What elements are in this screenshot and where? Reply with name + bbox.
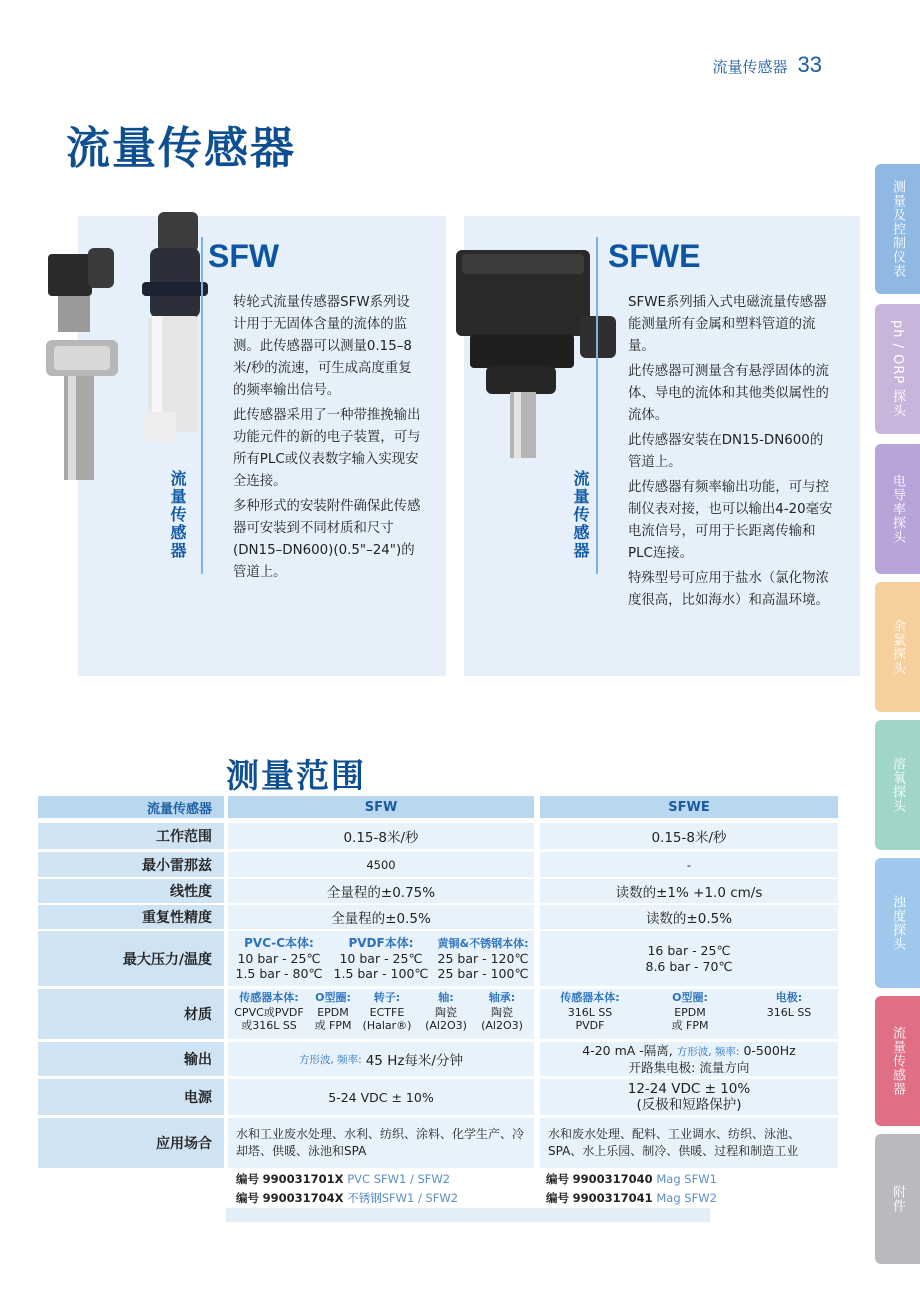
code-prefix: 编号 — [236, 1191, 259, 1205]
code-material: Mag — [656, 1191, 681, 1205]
pressure-l1: 10 bar - 25℃ — [339, 951, 423, 966]
order-code-row — [546, 1170, 717, 1189]
tab-turbidity[interactable]: 浊度探头 — [875, 858, 920, 988]
table-row — [38, 823, 838, 849]
apps-sfw: 水和工业废水处理、水利、纺织、涂料、化学生产、冷却塔、供暖、泳池和SPA — [236, 1127, 525, 1158]
page-header — [713, 52, 823, 78]
header-sfw: SFW — [228, 796, 534, 818]
tab-oxygen[interactable]: 溶氧探头 — [875, 720, 920, 850]
table-row — [38, 1079, 838, 1115]
cell-sfw: 全量程的±0.75% — [228, 879, 534, 903]
sfw-para-3: 多种形式的安装附件确保此传感器可安装到不同材质和尺寸(DN15–DN600)(0.5"–24")的管道上。 — [233, 499, 421, 580]
page-number: 33 — [797, 52, 822, 77]
tab-conductivity[interactable]: 电导率探头 — [875, 444, 920, 574]
cell-sfwe: - — [540, 852, 838, 877]
code-material: 不锈钢 — [347, 1191, 382, 1205]
cell-sfwe — [540, 989, 838, 1039]
sfwe-para-2: 此传感器可测量含有悬浮固体的流体、导电的流体和其他类似属性的流体。 — [628, 364, 829, 423]
cell-sfwe — [540, 1118, 838, 1168]
row-label: 电源 — [38, 1079, 224, 1115]
cell-sfwe — [540, 1042, 838, 1076]
cell-sfw: 0.15-8米/秒 — [228, 823, 534, 849]
cell-sfw: 5-24 VDC ± 10% — [228, 1079, 534, 1115]
cell-sfw — [228, 1118, 534, 1168]
material-l1: 316L SS — [567, 1006, 613, 1019]
pressure-col — [432, 931, 534, 986]
material-head: 传感器本体: — [239, 991, 299, 1004]
pressure-l2: 1.5 bar - 80℃ — [235, 966, 323, 981]
row-label: 应用场合 — [38, 1118, 224, 1168]
sfw-para-2: 此传感器采用了一种带推挽输出功能元件的新的电子装置，可与所有PLC或仪表数字输入实现安全连接。 — [233, 408, 421, 489]
pressure-col — [330, 931, 432, 986]
pressure-l1: 10 bar - 25℃ — [237, 951, 321, 966]
material-col — [310, 989, 356, 1039]
cell-sfw: 全量程的±0.5% — [228, 905, 534, 929]
material-col — [228, 989, 310, 1039]
material-l2: 或316L SS — [241, 1019, 297, 1032]
code-prefix: 编号 — [546, 1172, 569, 1186]
material-l1: EPDM — [317, 1006, 349, 1019]
sfwe-description — [628, 292, 836, 615]
sfwe-divider — [596, 237, 598, 574]
table-row — [38, 1042, 838, 1076]
header-sfwe: SFWE — [540, 796, 838, 818]
code-number: 9900317041 — [572, 1191, 653, 1205]
power-sfwe-l2: (反极和短路保护) — [636, 1097, 742, 1113]
table-header-row — [38, 796, 838, 818]
tab-accessories[interactable]: 附件 — [875, 1134, 920, 1264]
material-l1: CPVC或PVDF — [234, 1006, 304, 1019]
material-col — [640, 989, 740, 1039]
material-l2: (Halar®) — [362, 1019, 412, 1032]
material-head: 轴承: — [488, 991, 516, 1004]
pressure-head: 黄铜&不锈钢本体: — [437, 937, 529, 950]
sfwe-title: SFWE — [608, 238, 701, 274]
sfwe-side-label: 流量传感器 — [571, 470, 590, 560]
output-sfwe-b: 方形波, 频率: — [676, 1046, 740, 1058]
material-l1: 陶瓷 — [435, 1006, 457, 1019]
material-l1: EPDM — [674, 1006, 706, 1019]
apps-sfwe: 水和废水处理、配料、工业调水、纺织、泳池、SPA、水上乐园、制冷、供暖、过程和制造工业 — [548, 1127, 801, 1158]
output-sfw-prefix: 方形波, 频率: — [299, 1053, 362, 1066]
table-row — [38, 931, 838, 986]
cell-sfwe — [540, 1079, 838, 1115]
material-head: 电极: — [775, 991, 803, 1004]
material-l2: PVDF — [575, 1019, 605, 1032]
output-sfwe-c: 0-500Hz — [743, 1043, 796, 1058]
material-l2: (Al2O3) — [425, 1019, 467, 1032]
header-section: 流量传感器 — [712, 58, 788, 76]
sfw-para-1: 转轮式流量传感器SFW系列设计用于无固体含量的流体的监测。此传感器可以测量0.15–8米/秒的流速，可生成高度重复的频率输出信号。 — [233, 295, 412, 398]
material-l2: (Al2O3) — [481, 1019, 523, 1032]
cell-sfw — [228, 931, 534, 986]
cell-sfw: 4500 — [228, 852, 534, 877]
sfwe-product-image — [450, 244, 620, 464]
row-label: 线性度 — [38, 879, 224, 903]
sfw-side-label: 流量传感器 — [168, 470, 187, 560]
material-l1: 陶瓷 — [491, 1006, 513, 1019]
sfwe-para-4: 此传感器有频率输出功能，可与控制仪表对接，也可以输出4-20毫安电流信号，可用于长距离传输和PLC连接。 — [628, 480, 833, 561]
material-head: O型圈: — [315, 991, 351, 1004]
code-prefix: 编号 — [236, 1172, 259, 1186]
table-row — [38, 1118, 838, 1168]
code-models: SFW1 — [684, 1172, 717, 1186]
material-col — [740, 989, 838, 1039]
table-row — [38, 879, 838, 903]
row-label: 最小雷那兹 — [38, 852, 224, 877]
code-number: 990031704X — [262, 1191, 344, 1205]
power-sfwe-l1: 12-24 VDC ± 10% — [627, 1081, 751, 1097]
material-col — [356, 989, 418, 1039]
pressure-l1: 25 bar - 120℃ — [437, 951, 529, 966]
order-code-row — [236, 1170, 458, 1189]
code-material: PVC — [347, 1172, 371, 1186]
section-title: 测量范围 — [226, 756, 366, 795]
tab-meters[interactable]: 测量及控制仪表 — [875, 164, 920, 294]
row-label: 工作范围 — [38, 823, 224, 849]
code-prefix: 编号 — [546, 1191, 569, 1205]
page-title: 流量传感器 — [66, 123, 296, 174]
pressure-head: PVDF本体: — [348, 936, 414, 950]
cell-sfw — [228, 1042, 534, 1076]
pressure-sfwe-l1: 16 bar - 25℃ — [647, 942, 731, 958]
material-head: 轴: — [438, 991, 454, 1004]
pressure-col — [228, 931, 330, 986]
tab-flow-sensor[interactable]: 流量传感器 — [875, 996, 920, 1126]
sfw-title: SFW — [208, 238, 280, 274]
sfw-divider — [201, 237, 203, 574]
material-l2: 316L SS — [766, 1006, 812, 1019]
code-models: SFW1 / SFW2 — [373, 1172, 451, 1186]
sfwe-para-5: 特殊型号可应用于盐水（氯化物浓度很高，比如海水）和高温环境。 — [628, 571, 829, 608]
sfwe-order-codes — [546, 1170, 717, 1208]
cell-sfwe: 0.15-8米/秒 — [540, 823, 838, 849]
material-l2: 或 FPM — [671, 1019, 709, 1032]
order-code-row — [546, 1189, 717, 1208]
row-label: 材质 — [38, 989, 224, 1039]
cell-sfwe — [540, 931, 838, 986]
code-models: SFW1 / SFW2 — [381, 1191, 459, 1205]
sfwe-para-3: 此传感器安装在DN15-DN600的管道上。 — [628, 433, 824, 470]
material-col — [418, 989, 474, 1039]
cell-sfwe: 读数的±0.5% — [540, 905, 838, 929]
material-col — [474, 989, 530, 1039]
row-label: 重复性精度 — [38, 905, 224, 929]
bottom-strip — [226, 1208, 710, 1222]
pressure-sfwe-l2: 8.6 bar - 70℃ — [645, 958, 733, 974]
code-number: 9900317040 — [572, 1172, 653, 1186]
code-models: SFW2 — [684, 1191, 717, 1205]
order-code-row — [236, 1189, 458, 1208]
header-label: 流量传感器 — [38, 796, 224, 818]
pressure-l2: 1.5 bar - 100℃ — [333, 966, 429, 981]
material-l2: 或 FPM — [314, 1019, 352, 1032]
material-head: 传感器本体: — [560, 991, 620, 1004]
row-label: 输出 — [38, 1042, 224, 1076]
material-head: 转子: — [373, 991, 401, 1004]
cell-sfw — [228, 989, 534, 1039]
row-label: 最大压力/温度 — [38, 931, 224, 986]
material-head: O型圈: — [672, 991, 708, 1004]
pressure-head: PVC-C本体: — [244, 936, 314, 950]
table-row — [38, 989, 838, 1039]
code-material: Mag — [656, 1172, 681, 1186]
pressure-l2: 25 bar - 100℃ — [437, 966, 529, 981]
output-sfwe-l2: 开路集电极: 流量方向 — [628, 1060, 750, 1075]
sfw-product-image — [38, 212, 218, 492]
material-col — [540, 989, 640, 1039]
tab-ph-orp[interactable]: ph / ORP 探头 — [875, 304, 920, 434]
output-sfwe-a: 4-20 mA -隔离, — [582, 1043, 673, 1058]
output-sfw-value: 45 Hz每米/分钟 — [365, 1053, 463, 1069]
material-l1: ECTFE — [369, 1006, 405, 1019]
tab-chlorine[interactable]: 余氯探头 — [875, 582, 920, 712]
cell-sfwe: 读数的±1% +1.0 cm/s — [540, 879, 838, 903]
sfw-description — [233, 292, 423, 587]
code-number: 990031701X — [262, 1172, 344, 1186]
table-row — [38, 905, 838, 929]
table-row — [38, 852, 838, 877]
sfw-order-codes — [236, 1170, 458, 1208]
sfwe-para-1: SFWE系列插入式电磁流量传感器能测量所有金属和塑料管道的流量。 — [628, 295, 827, 354]
